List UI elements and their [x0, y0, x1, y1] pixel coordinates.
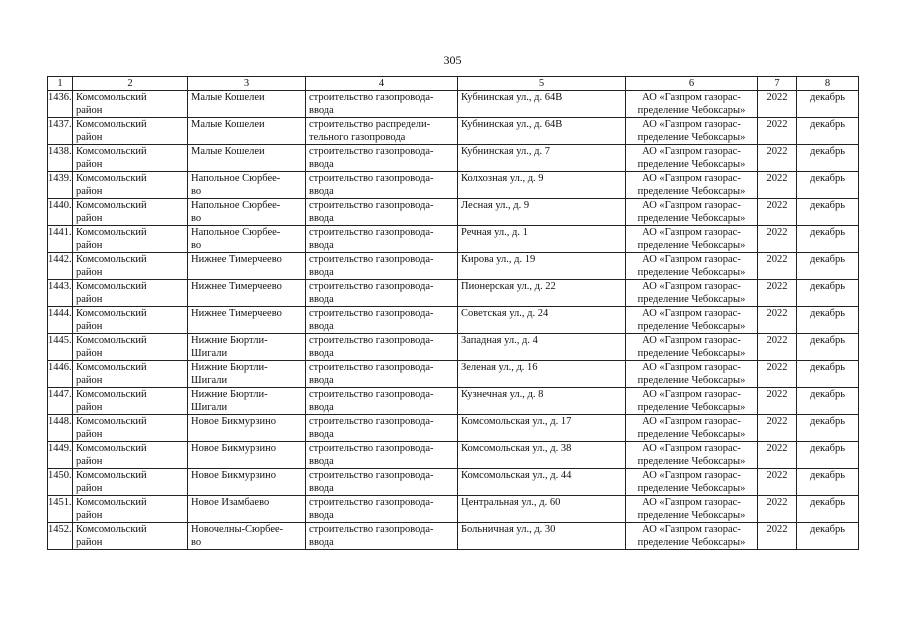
organization-cell-line: АО «Газпром газорас-	[642, 443, 741, 454]
organization-cell-line: пределение Чебоксары»	[637, 104, 746, 116]
column-number: 4	[306, 77, 458, 91]
column-number: 6	[626, 77, 758, 91]
work-type-cell-line: ввода	[309, 158, 334, 170]
month-cell: декабрь	[797, 226, 859, 253]
work-type-cell-line: строительство газопровода-	[309, 146, 434, 157]
year-cell: 2022	[758, 91, 797, 118]
table-row	[48, 307, 859, 334]
work-type-cell	[306, 496, 458, 523]
work-type-cell-line: ввода	[309, 185, 334, 197]
district-cell-line: Комсомольский	[76, 443, 147, 454]
address-cell: Зеленая ул., д. 16	[458, 361, 626, 388]
settlement-cell-line: во	[191, 185, 202, 197]
settlement-cell	[188, 496, 306, 523]
address-cell: Центральная ул., д. 60	[458, 496, 626, 523]
column-number: 5	[458, 77, 626, 91]
organization-cell	[626, 253, 758, 280]
work-type-cell	[306, 307, 458, 334]
district-cell	[73, 361, 188, 388]
work-type-cell-line: строительство газопровода-	[309, 335, 434, 346]
work-type-cell-line: строительство газопровода-	[309, 443, 434, 454]
district-cell-line: Комсомольский	[76, 416, 147, 427]
district-cell-line: район	[76, 347, 103, 359]
year-cell: 2022	[758, 415, 797, 442]
row-number-cell: 1439.	[48, 172, 73, 199]
work-type-cell-line: строительство газопровода-	[309, 389, 434, 400]
data-table	[47, 76, 859, 550]
district-cell	[73, 226, 188, 253]
organization-cell-line: АО «Газпром газорас-	[642, 308, 741, 319]
year-cell: 2022	[758, 361, 797, 388]
row-number-cell: 1448.	[48, 415, 73, 442]
district-cell	[73, 118, 188, 145]
settlement-cell	[188, 307, 306, 334]
work-type-cell	[306, 118, 458, 145]
month-cell: декабрь	[797, 199, 859, 226]
work-type-cell-line: строительство распредели-	[309, 119, 431, 130]
district-cell	[73, 199, 188, 226]
organization-cell	[626, 496, 758, 523]
work-type-cell-line: строительство газопровода-	[309, 92, 434, 103]
district-cell	[73, 442, 188, 469]
district-cell-line: район	[76, 293, 103, 305]
organization-cell-line: пределение Чебоксары»	[637, 401, 746, 413]
table-row	[48, 442, 859, 469]
settlement-cell-line: Малые Кошелеи	[191, 119, 265, 130]
work-type-cell	[306, 334, 458, 361]
organization-cell	[626, 145, 758, 172]
work-type-cell-line: строительство газопровода-	[309, 470, 434, 481]
table-row	[48, 253, 859, 280]
work-type-cell	[306, 226, 458, 253]
month-cell: декабрь	[797, 442, 859, 469]
district-cell-line: район	[76, 104, 103, 116]
settlement-cell-line: Новое Бикмурзино	[191, 443, 277, 454]
year-cell: 2022	[758, 145, 797, 172]
column-number: 1	[48, 77, 73, 91]
work-type-cell	[306, 388, 458, 415]
table-row	[48, 469, 859, 496]
work-type-cell-line: строительство газопровода-	[309, 362, 434, 373]
work-type-cell-line: ввода	[309, 266, 334, 278]
table-row	[48, 280, 859, 307]
month-cell: декабрь	[797, 469, 859, 496]
year-cell: 2022	[758, 226, 797, 253]
organization-cell-line: пределение Чебоксары»	[637, 239, 746, 251]
settlement-cell	[188, 334, 306, 361]
work-type-cell	[306, 91, 458, 118]
month-cell: декабрь	[797, 307, 859, 334]
organization-cell-line: пределение Чебоксары»	[637, 347, 746, 359]
organization-cell-line: пределение Чебоксары»	[637, 320, 746, 332]
district-cell-line: Комсомольский	[76, 92, 147, 103]
month-cell: декабрь	[797, 334, 859, 361]
organization-cell-line: АО «Газпром газорас-	[642, 146, 741, 157]
address-cell: Лесная ул., д. 9	[458, 199, 626, 226]
work-type-cell	[306, 253, 458, 280]
settlement-cell-line: во	[191, 536, 202, 548]
row-number-cell: 1440.	[48, 199, 73, 226]
work-type-cell-line: строительство газопровода-	[309, 227, 434, 238]
table-row	[48, 172, 859, 199]
month-cell: декабрь	[797, 388, 859, 415]
work-type-cell-line: строительство газопровода-	[309, 254, 434, 265]
district-cell	[73, 334, 188, 361]
organization-cell-line: пределение Чебоксары»	[637, 185, 746, 197]
work-type-cell-line: строительство газопровода-	[309, 416, 434, 427]
column-number-header-row	[48, 77, 859, 91]
row-number-cell: 1438.	[48, 145, 73, 172]
district-cell	[73, 172, 188, 199]
address-cell: Колхозная ул., д. 9	[458, 172, 626, 199]
district-cell-line: Комсомольский	[76, 119, 147, 130]
work-type-cell-line: строительство газопровода-	[309, 497, 434, 508]
organization-cell-line: пределение Чебоксары»	[637, 266, 746, 278]
table-body	[48, 91, 859, 550]
settlement-cell-line: Шигали	[191, 374, 228, 386]
address-cell: Западная ул., д. 4	[458, 334, 626, 361]
district-cell-line: район	[76, 266, 103, 278]
organization-cell-line: АО «Газпром газорас-	[642, 227, 741, 238]
district-cell-line: Комсомольский	[76, 524, 147, 535]
organization-cell	[626, 415, 758, 442]
district-cell	[73, 415, 188, 442]
work-type-cell-line: ввода	[309, 428, 334, 440]
organization-cell	[626, 307, 758, 334]
work-type-cell	[306, 469, 458, 496]
address-cell: Кубнинская ул., д. 64В	[458, 118, 626, 145]
district-cell-line: Комсомольский	[76, 470, 147, 481]
work-type-cell-line: ввода	[309, 347, 334, 359]
address-cell: Кузнечная ул., д. 8	[458, 388, 626, 415]
settlement-cell-line: Новочелны-Сюрбее-	[191, 524, 284, 535]
organization-cell-line: АО «Газпром газорас-	[642, 254, 741, 265]
year-cell: 2022	[758, 199, 797, 226]
organization-cell	[626, 280, 758, 307]
district-cell-line: Комсомольский	[76, 200, 147, 211]
organization-cell-line: пределение Чебоксары»	[637, 482, 746, 494]
district-cell	[73, 469, 188, 496]
month-cell: декабрь	[797, 172, 859, 199]
settlement-cell-line: Новое Бикмурзино	[191, 416, 277, 427]
settlement-cell	[188, 145, 306, 172]
district-cell-line: Комсомольский	[76, 362, 147, 373]
organization-cell-line: АО «Газпром газорас-	[642, 416, 741, 427]
district-cell	[73, 388, 188, 415]
district-cell-line: район	[76, 158, 103, 170]
month-cell: декабрь	[797, 253, 859, 280]
organization-cell-line: пределение Чебоксары»	[637, 509, 746, 521]
district-cell-line: Комсомольский	[76, 389, 147, 400]
settlement-cell-line: Новое Изамбаево	[191, 497, 270, 508]
work-type-cell-line: ввода	[309, 212, 334, 224]
month-cell: декабрь	[797, 280, 859, 307]
organization-cell-line: АО «Газпром газорас-	[642, 119, 741, 130]
work-type-cell	[306, 199, 458, 226]
table-row	[48, 388, 859, 415]
month-cell: декабрь	[797, 415, 859, 442]
district-cell-line: район	[76, 212, 103, 224]
organization-cell	[626, 334, 758, 361]
work-type-cell-line: ввода	[309, 509, 334, 521]
year-cell: 2022	[758, 280, 797, 307]
organization-cell-line: пределение Чебоксары»	[637, 158, 746, 170]
district-cell-line: район	[76, 401, 103, 413]
district-cell-line: Комсомольский	[76, 335, 147, 346]
organization-cell	[626, 361, 758, 388]
district-cell-line: Комсомольский	[76, 254, 147, 265]
organization-cell	[626, 226, 758, 253]
district-cell	[73, 523, 188, 550]
work-type-cell	[306, 280, 458, 307]
settlement-cell	[188, 361, 306, 388]
table-row	[48, 496, 859, 523]
organization-cell-line: АО «Газпром газорас-	[642, 524, 741, 535]
settlement-cell-line: во	[191, 239, 202, 251]
organization-cell-line: пределение Чебоксары»	[637, 131, 746, 143]
settlement-cell-line: Нижние Бюртли-	[191, 389, 268, 400]
row-number-cell: 1444.	[48, 307, 73, 334]
work-type-cell	[306, 415, 458, 442]
organization-cell	[626, 118, 758, 145]
organization-cell	[626, 442, 758, 469]
organization-cell-line: пределение Чебоксары»	[637, 293, 746, 305]
settlement-cell-line: Напольное Сюрбее-	[191, 173, 281, 184]
organization-cell-line: пределение Чебоксары»	[637, 428, 746, 440]
organization-cell-line: АО «Газпром газорас-	[642, 281, 741, 292]
settlement-cell	[188, 388, 306, 415]
settlement-cell	[188, 280, 306, 307]
year-cell: 2022	[758, 442, 797, 469]
address-cell: Советская ул., д. 24	[458, 307, 626, 334]
district-cell-line: Комсомольский	[76, 497, 147, 508]
organization-cell-line: АО «Газпром газорас-	[642, 389, 741, 400]
settlement-cell-line: во	[191, 212, 202, 224]
work-type-cell	[306, 442, 458, 469]
work-type-cell	[306, 523, 458, 550]
table-row	[48, 361, 859, 388]
table-row	[48, 145, 859, 172]
year-cell: 2022	[758, 496, 797, 523]
table-row	[48, 91, 859, 118]
page-number: 305	[443, 53, 462, 67]
column-number: 3	[188, 77, 306, 91]
row-number-cell: 1437.	[48, 118, 73, 145]
organization-cell	[626, 91, 758, 118]
settlement-cell-line: Малые Кошелеи	[191, 146, 265, 157]
settlement-cell	[188, 253, 306, 280]
district-cell-line: район	[76, 239, 103, 251]
settlement-cell-line: Нижние Бюртли-	[191, 335, 268, 346]
month-cell: декабрь	[797, 91, 859, 118]
month-cell: декабрь	[797, 496, 859, 523]
settlement-cell-line: Новое Бикмурзино	[191, 470, 277, 481]
settlement-cell	[188, 469, 306, 496]
organization-cell-line: АО «Газпром газорас-	[642, 497, 741, 508]
organization-cell-line: АО «Газпром газорас-	[642, 362, 741, 373]
work-type-cell-line: строительство газопровода-	[309, 200, 434, 211]
address-cell: Кирова ул., д. 19	[458, 253, 626, 280]
row-number-cell: 1452.	[48, 523, 73, 550]
organization-cell	[626, 199, 758, 226]
settlement-cell	[188, 442, 306, 469]
organization-cell	[626, 469, 758, 496]
settlement-cell-line: Напольное Сюрбее-	[191, 227, 281, 238]
settlement-cell-line: Нижнее Тимерчеево	[191, 308, 282, 319]
column-number: 2	[73, 77, 188, 91]
table-row	[48, 334, 859, 361]
district-cell-line: район	[76, 428, 103, 440]
settlement-cell-line: Шигали	[191, 401, 228, 413]
settlement-cell	[188, 415, 306, 442]
settlement-cell-line: Напольное Сюрбее-	[191, 200, 281, 211]
work-type-cell-line: тельного газопровода	[309, 131, 406, 143]
settlement-cell-line: Нижнее Тимерчеево	[191, 254, 282, 265]
address-cell: Пионерская ул., д. 22	[458, 280, 626, 307]
district-cell-line: Комсомольский	[76, 308, 147, 319]
settlement-cell-line: Шигали	[191, 347, 228, 359]
settlement-cell	[188, 226, 306, 253]
table-row	[48, 523, 859, 550]
work-type-cell-line: ввода	[309, 536, 334, 548]
address-cell: Кубнинская ул., д. 64В	[458, 91, 626, 118]
column-number: 8	[797, 77, 859, 91]
organization-cell	[626, 523, 758, 550]
row-number-cell: 1436.	[48, 91, 73, 118]
work-type-cell-line: строительство газопровода-	[309, 281, 434, 292]
year-cell: 2022	[758, 307, 797, 334]
row-number-cell: 1446.	[48, 361, 73, 388]
district-cell-line: Комсомольский	[76, 227, 147, 238]
settlement-cell-line: Нижние Бюртли-	[191, 362, 268, 373]
month-cell: декабрь	[797, 361, 859, 388]
work-type-cell	[306, 145, 458, 172]
organization-cell	[626, 172, 758, 199]
table-row	[48, 415, 859, 442]
address-cell: Комсомольская ул., д. 38	[458, 442, 626, 469]
settlement-cell	[188, 172, 306, 199]
organization-cell-line: АО «Газпром газорас-	[642, 200, 741, 211]
organization-cell-line: АО «Газпром газорас-	[642, 470, 741, 481]
organization-cell-line: пределение Чебоксары»	[637, 212, 746, 224]
month-cell: декабрь	[797, 145, 859, 172]
district-cell-line: район	[76, 509, 103, 521]
column-number: 7	[758, 77, 797, 91]
year-cell: 2022	[758, 388, 797, 415]
table-row	[48, 118, 859, 145]
district-cell-line: район	[76, 185, 103, 197]
work-type-cell-line: строительство газопровода-	[309, 524, 434, 535]
district-cell-line: район	[76, 374, 103, 386]
row-number-cell: 1447.	[48, 388, 73, 415]
organization-cell-line: пределение Чебоксары»	[637, 374, 746, 386]
year-cell: 2022	[758, 118, 797, 145]
address-cell: Комсомольская ул., д. 17	[458, 415, 626, 442]
work-type-cell-line: ввода	[309, 293, 334, 305]
year-cell: 2022	[758, 469, 797, 496]
work-type-cell-line: строительство газопровода-	[309, 308, 434, 319]
organization-cell-line: пределение Чебоксары»	[637, 536, 746, 548]
row-number-cell: 1451.	[48, 496, 73, 523]
district-cell-line: Комсомольский	[76, 146, 147, 157]
year-cell: 2022	[758, 172, 797, 199]
district-cell	[73, 145, 188, 172]
organization-cell	[626, 388, 758, 415]
table-row	[48, 226, 859, 253]
row-number-cell: 1449.	[48, 442, 73, 469]
settlement-cell-line: Нижнее Тимерчеево	[191, 281, 282, 292]
organization-cell-line: пределение Чебоксары»	[637, 455, 746, 467]
work-type-cell	[306, 172, 458, 199]
address-cell: Комсомольская ул., д. 44	[458, 469, 626, 496]
month-cell: декабрь	[797, 523, 859, 550]
year-cell: 2022	[758, 253, 797, 280]
work-type-cell-line: ввода	[309, 374, 334, 386]
row-number-cell: 1445.	[48, 334, 73, 361]
district-cell-line: район	[76, 536, 103, 548]
month-cell: декабрь	[797, 118, 859, 145]
settlement-cell	[188, 523, 306, 550]
table-row	[48, 199, 859, 226]
district-cell-line: район	[76, 455, 103, 467]
work-type-cell-line: строительство газопровода-	[309, 173, 434, 184]
district-cell-line: район	[76, 482, 103, 494]
work-type-cell-line: ввода	[309, 401, 334, 413]
work-type-cell-line: ввода	[309, 239, 334, 251]
year-cell: 2022	[758, 334, 797, 361]
settlement-cell	[188, 91, 306, 118]
district-cell-line: район	[76, 131, 103, 143]
row-number-cell: 1443.	[48, 280, 73, 307]
organization-cell-line: АО «Газпром газорас-	[642, 335, 741, 346]
row-number-cell: 1442.	[48, 253, 73, 280]
district-cell-line: район	[76, 320, 103, 332]
work-type-cell-line: ввода	[309, 482, 334, 494]
district-cell-line: Комсомольский	[76, 173, 147, 184]
organization-cell-line: АО «Газпром газорас-	[642, 92, 741, 103]
settlement-cell	[188, 118, 306, 145]
year-cell: 2022	[758, 523, 797, 550]
settlement-cell	[188, 199, 306, 226]
district-cell	[73, 496, 188, 523]
work-type-cell-line: ввода	[309, 455, 334, 467]
district-cell	[73, 280, 188, 307]
work-type-cell	[306, 361, 458, 388]
row-number-cell: 1450.	[48, 469, 73, 496]
work-type-cell-line: ввода	[309, 320, 334, 332]
organization-cell-line: АО «Газпром газорас-	[642, 173, 741, 184]
district-cell-line: Комсомольский	[76, 281, 147, 292]
address-cell: Речная ул., д. 1	[458, 226, 626, 253]
district-cell	[73, 253, 188, 280]
row-number-cell: 1441.	[48, 226, 73, 253]
address-cell: Кубнинская ул., д. 7	[458, 145, 626, 172]
work-type-cell-line: ввода	[309, 104, 334, 116]
settlement-cell-line: Малые Кошелеи	[191, 92, 265, 103]
district-cell	[73, 91, 188, 118]
district-cell	[73, 307, 188, 334]
address-cell: Больничная ул., д. 30	[458, 523, 626, 550]
